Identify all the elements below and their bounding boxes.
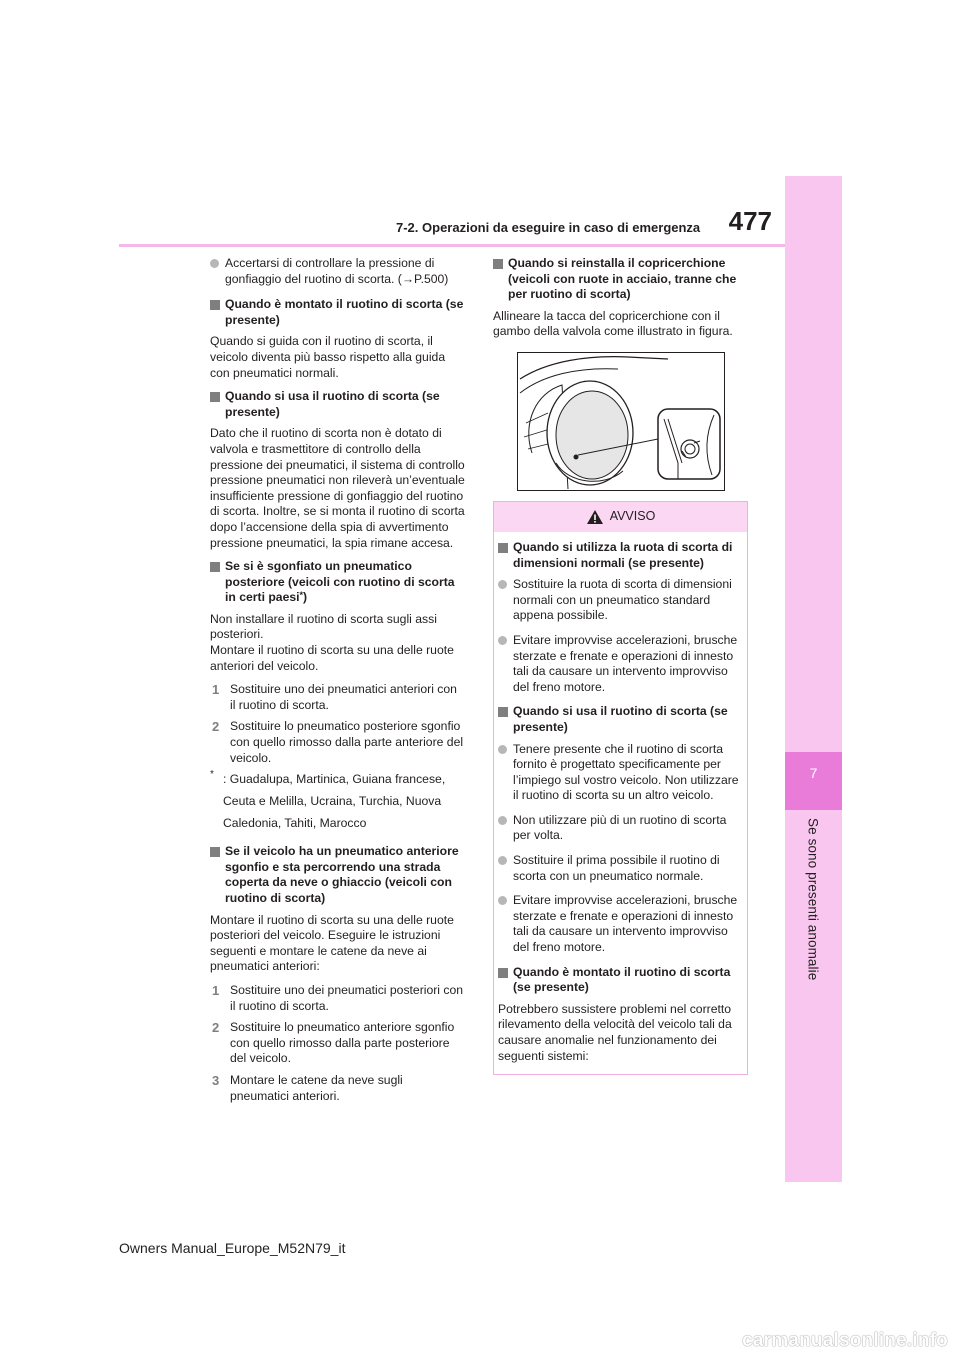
step-number: 2 xyxy=(212,1020,220,1036)
section-title: 7-2. Operazioni da eseguire in caso di emergenza xyxy=(396,220,701,235)
footnote-text: : Guadalupa, Martinica, Guiana francese, Ceuta e Melilla, Ucraina, Turchia, Nuova Caledonia, Tahiti, Marocco xyxy=(223,772,446,831)
step-item xyxy=(210,983,465,1014)
paragraph: Non installare il ruotino di scorta sugli assi posteriori. xyxy=(210,611,437,642)
chapter-number-box xyxy=(785,752,842,810)
step-number: 3 xyxy=(212,1072,220,1088)
step-text: Sostituire lo pneumatico anteriore sgonfio con quello rimosso dalla parte posteriore del veicolo. xyxy=(230,1020,455,1066)
step-text: Montare le catene da neve sugli pneumatici anteriori. xyxy=(230,1072,403,1103)
bullet-item: Accertarsi di controllare la pressione di gonfiaggio del ruotino di scorta. (→P.500) xyxy=(210,256,465,287)
warning-subheading: Quando si usa il ruotino di scorta (se presente) xyxy=(498,704,743,735)
chapter-title: Se sono presenti anomalie xyxy=(805,818,821,981)
warning-paragraph: Potrebbero sussistere problemi nel corretto rilevamento della velocità del veicolo tali da causare anomalie nel funzionamento dei seguenti sistemi: xyxy=(498,1001,732,1063)
subheading: Quando si reinstalla il copricerchione (veicoli con ruote in acciaio, tranne che per ruotino di scorta) xyxy=(493,256,748,303)
step-text: Sostituire lo pneumatico posteriore sgonfio con quello rimosso dalla parte anteriore del veicolo. xyxy=(230,719,464,765)
warning-subheading: Quando si utilizza la ruota di scorta di dimensioni normali (se presente) xyxy=(498,540,743,571)
subheading: Quando si usa il ruotino di scorta (se presente) xyxy=(210,389,465,420)
page-number: 477 xyxy=(728,206,772,236)
paragraph: Allineare la tacca del copricerchione con il gambo della valvola come illustrato in figura. xyxy=(493,308,733,339)
warning-bullet: Sostituire la ruota di scorta di dimensioni normali con un pneumatico standard appena possibile. xyxy=(498,577,743,624)
step-item xyxy=(210,1073,465,1104)
step-item xyxy=(210,719,465,766)
warning-triangle-icon xyxy=(586,509,604,525)
warning-bullet: Evitare improvvise accelerazioni, brusche sterzate e frenate e operazioni di innesto tali da causare un intervento improvviso del freno motore. xyxy=(498,633,743,695)
step-text: Sostituire uno dei pneumatici anteriori con il ruotino di scorta. xyxy=(230,682,457,712)
paragraph: Quando si guida con il ruotino di scorta, il veicolo diventa più basso rispetto alla guida con pneumatici normali. xyxy=(210,334,446,380)
footnote-mark: * xyxy=(210,769,214,781)
wheel-cover-illustration xyxy=(517,352,725,491)
paragraph: Montare il ruotino di scorta su una delle ruote posteriori del veicolo. Eseguire le istruzioni seguenti e montare le catene da neve ai pneumatici anteriori: xyxy=(210,912,454,974)
warning-body xyxy=(494,532,747,1074)
footnote-ref: * xyxy=(299,590,304,601)
subheading-text: Se si è sgonfiato un pneumatico posteriore (veicoli con ruotino di scorta in certi paesi xyxy=(225,559,455,605)
warning-bullet: Evitare improvvise accelerazioni, brusche sterzate e frenate e operazioni di innesto tali da causare un intervento improvviso del freno motore. xyxy=(498,893,743,955)
right-column xyxy=(493,256,748,1075)
warning-bullet: Non utilizzare più di un ruotino di scorta per volta. xyxy=(498,813,743,844)
subheading: Se il veicolo ha un pneumatico anteriore sgonfio e sta percorrendo una strada coperta da neve o ghiaccio (veicoli con ruotino di scorta) xyxy=(210,844,465,906)
warning-bullet: Tenere presente che il ruotino di scorta fornito è progettato specificamente per l’impiego sul vostro veicolo. Non utilizzare il ruotino di scorta su un altro veicolo. xyxy=(498,742,743,804)
warning-box xyxy=(493,501,748,1075)
warning-subheading: Quando è montato il ruotino di scorta (se presente) xyxy=(498,965,743,996)
chapter-number: 7 xyxy=(809,765,818,781)
warning-bullet: Sostituire il prima possibile il ruotino di scorta con un pneumatico normale. xyxy=(498,853,743,884)
subheading xyxy=(210,559,465,606)
paragraph: Montare il ruotino di scorta su una delle ruote anteriori del veicolo. xyxy=(210,643,454,673)
step-item xyxy=(210,1020,465,1067)
subheading-end: ) xyxy=(303,590,308,605)
step-number: 2 xyxy=(212,719,220,735)
step-text: Sostituire uno dei pneumatici posteriori con il ruotino di scorta. xyxy=(230,982,464,1013)
warning-title: AVVISO xyxy=(609,509,656,524)
step-number: 1 xyxy=(212,682,220,698)
paragraph: Dato che il ruotino di scorta non è dotato di valvola e trasmettitore di controllo della pressione dei pneumatici, il sistema di controllo pressione pneumatici non rileverà un’eventuale insufficiente pressione di gonfiaggio del ruotino di scorta. Inoltre, se si monta il ruotino di scorta dopo l’accensione della spia di avvertimento pressione pneumatici, la spia rimane accesa. xyxy=(210,426,465,550)
step-item xyxy=(210,682,465,713)
watermark: carmanualsonline.info xyxy=(742,1330,948,1351)
wheel-cover-drawing xyxy=(518,353,724,490)
left-column xyxy=(210,256,465,1110)
header-rule xyxy=(119,244,785,247)
subheading: Quando è montato il ruotino di scorta (se presente) xyxy=(210,297,465,328)
manual-name: Owners Manual_Europe_M52N79_it xyxy=(119,1240,346,1256)
warning-header xyxy=(494,502,747,532)
footnote xyxy=(210,768,465,834)
step-number: 1 xyxy=(212,982,220,998)
